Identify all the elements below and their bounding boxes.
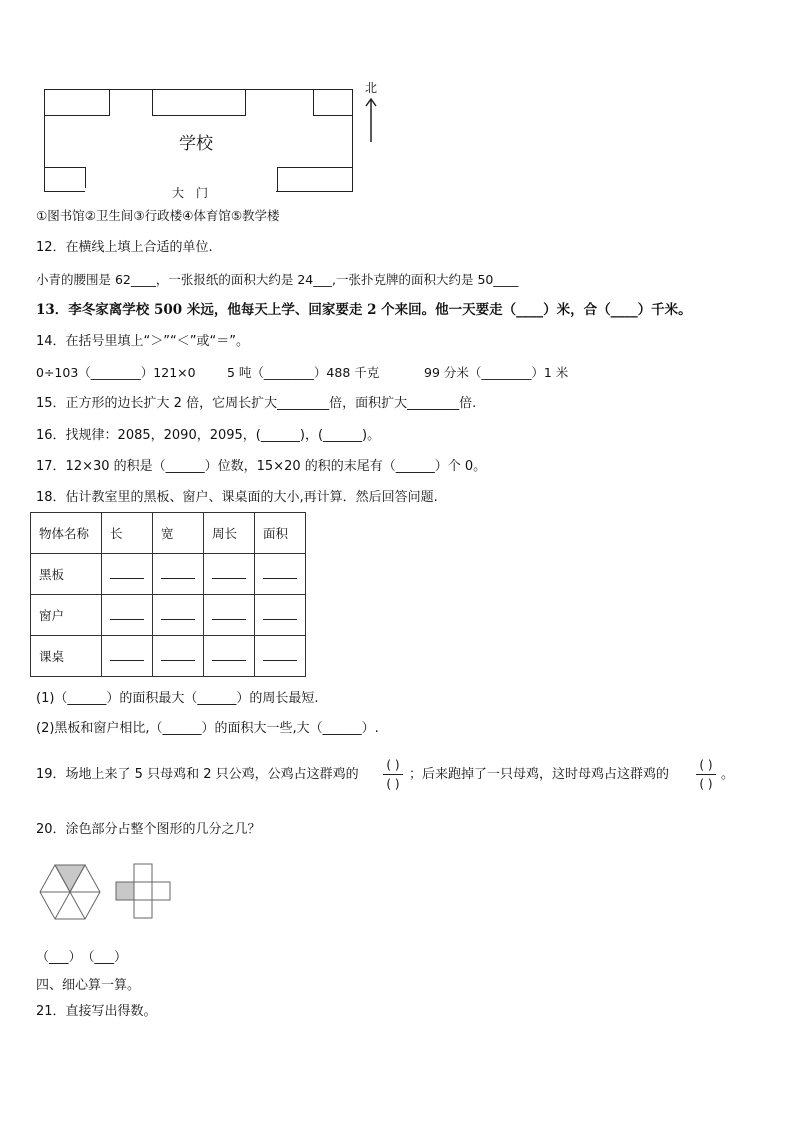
- answer-blank[interactable]: [263, 648, 297, 661]
- q18-sub1: (1)（______）的面积最大（______）的周长最短.: [36, 691, 319, 706]
- q19-text-c: 。: [721, 767, 735, 782]
- q12-prompt: 12．在横线上填上合适的单位.: [36, 240, 213, 255]
- row-label: 黑板: [31, 554, 102, 595]
- table-row: [31, 636, 306, 677]
- answer-blank[interactable]: [110, 648, 144, 661]
- table-header-row: [31, 513, 306, 554]
- q15-text: 15．正方形的边长扩大 2 倍，它周长扩大________倍，面积扩大________倍.: [36, 396, 477, 411]
- row-label: 窗户: [31, 595, 102, 636]
- q20-text: 20．涂色部分占整个图形的几分之几？: [36, 822, 261, 837]
- cube-net-figure: [112, 862, 174, 924]
- q13-text: 13．李冬家离学校 500 米远，他每天上学、回家要走 2 个来回。他一天要走（____）米，合（____）千米。: [36, 302, 692, 318]
- map-legend: ①图书馆②卫生间③行政楼④体育馆⑤教学楼: [36, 208, 280, 223]
- answer-blank[interactable]: [161, 607, 195, 620]
- north-label: 北: [365, 81, 378, 95]
- answer-blank[interactable]: [161, 566, 195, 579]
- hexagon-figure: [38, 863, 102, 921]
- q20-answers: （___） （___）: [36, 950, 128, 965]
- table-header-cell: 宽: [153, 513, 204, 554]
- estimate-table: [30, 512, 306, 677]
- answer-blank[interactable]: [212, 648, 246, 661]
- q12-line: 小青的腰围是 62____，一张报纸的面积大约是 24___,一张扑克牌的面积大约是 50____: [36, 272, 519, 287]
- q19-fraction-2: ( ) ( ): [692, 758, 720, 791]
- q19-text-b: ；后来跑掉了一只母鸡，这时母鸡占这群鸡的: [409, 767, 670, 782]
- section-4-title: 四、细心算一算。: [36, 978, 141, 993]
- building-5: [277, 167, 353, 192]
- table-row: [31, 595, 306, 636]
- building-1: [44, 89, 110, 116]
- q14-item-3: 99 分米（________）1 米: [424, 365, 569, 380]
- north-arrow-icon: [364, 96, 378, 144]
- answer-blank[interactable]: [263, 566, 297, 579]
- q14-item-1: 0÷103（________）121×0: [36, 365, 196, 380]
- answer-blank[interactable]: [110, 566, 144, 579]
- q18-sub2: (2)黑板和窗户相比,（______）的面积大一些,大（______）.: [36, 721, 379, 736]
- building-4: [44, 167, 86, 192]
- answer-blank[interactable]: [263, 607, 297, 620]
- q17-text: 17．12×30 的积是（______）位数，15×20 的积的末尾有（______）个 0。: [36, 459, 487, 474]
- q14-item-2: 5 吨（________）488 千克: [227, 365, 380, 380]
- row-label: 课桌: [31, 636, 102, 677]
- q19-fraction-1: ( ) ( ): [379, 758, 407, 791]
- table-row: [31, 554, 306, 595]
- building-2: [152, 89, 246, 116]
- q21-text: 21．直接写出得数。: [36, 1004, 157, 1019]
- answer-blank[interactable]: [110, 607, 144, 620]
- q14-prompt: 14．在括号里填上“＞”“＜”或“＝”。: [36, 334, 249, 349]
- answer-blank[interactable]: [161, 648, 195, 661]
- answer-blank[interactable]: [212, 607, 246, 620]
- q16-text: 16．找规律：2085，2090，2095，(______)，(______)。: [36, 428, 381, 443]
- q18-prompt: 18．估计教室里的黑板、窗户、课桌面的大小,再计算．然后回答问题.: [36, 490, 438, 505]
- table-header-cell: 周长: [204, 513, 255, 554]
- q19-text-a: 19．场地上来了 5 只母鸡和 2 只公鸡，公鸡占这群鸡的: [36, 767, 359, 782]
- school-label: 学校: [179, 134, 213, 154]
- table-header-cell: 面积: [255, 513, 306, 554]
- building-3: [313, 89, 353, 116]
- table-header-cell: 长: [102, 513, 153, 554]
- table-header-cell: 物体名称: [31, 513, 102, 554]
- gate-label: 大 门: [172, 186, 209, 200]
- answer-blank[interactable]: [212, 566, 246, 579]
